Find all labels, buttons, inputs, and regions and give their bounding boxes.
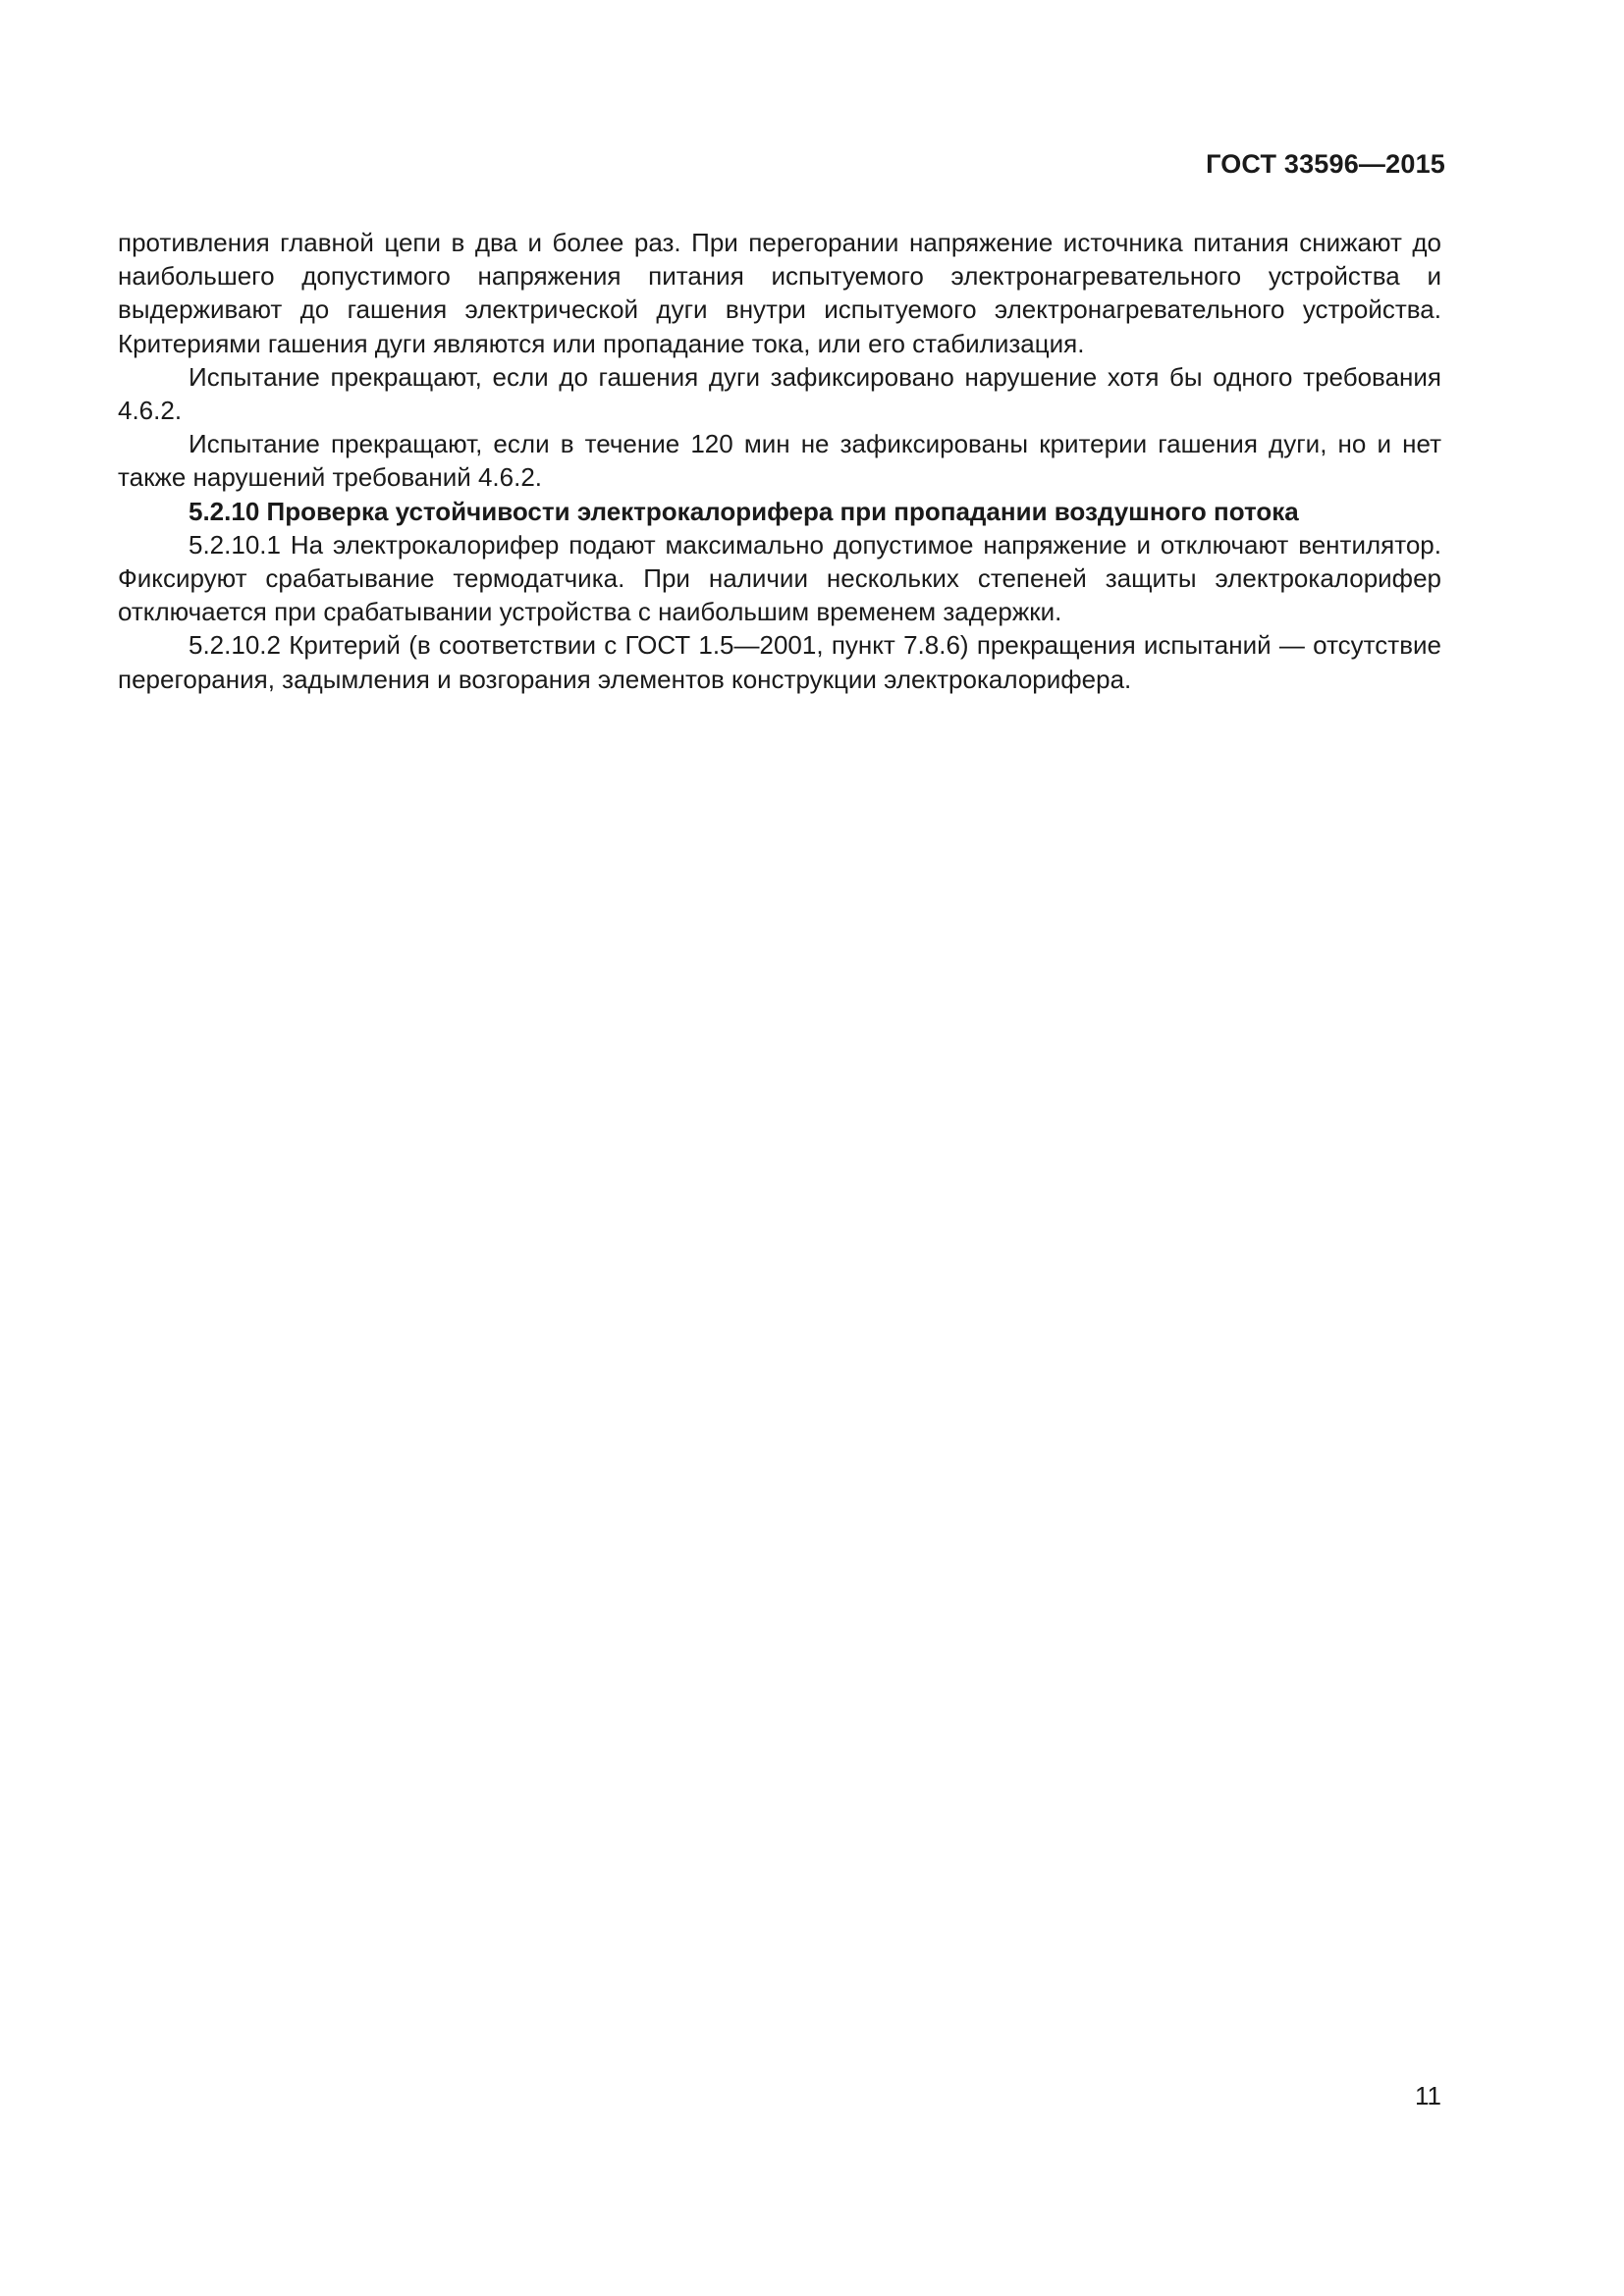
paragraph-5-2-10-1: 5.2.10.1 На электрокалорифер подают максимально допустимое напряжение и отключают вентилятор. Фиксируют срабатывание термодатчика. При наличии нескольких степеней защиты электрокалорифер отключается при срабатывании устройства с наибольшим временем задержки. [118,529,1441,627]
document-code: ГОСТ 33596—2015 [1206,149,1445,179]
paragraph-test-stop-timeout: Испытание прекращают, если в течение 120 мин не зафиксированы критерии гашения дуги, но и нет также нарушений требований 4.6.2. [118,429,1441,493]
paragraph-test-stop-violation: Испытание прекращают, если до гашения дуги зафиксировано нарушение хотя бы одного требования 4.6.2. [118,361,1441,426]
page-number: 11 [1415,2081,1441,2110]
section-heading-5-2-10: 5.2.10 Проверка устойчивости электрокалорифера при пропадании воздушного потока [189,496,1299,526]
document-body [118,226,1441,696]
paragraph-5-2-10-2: 5.2.10.2 Критерий (в соответствии с ГОСТ 1.5—2001, пункт 7.8.6) прекращения испытаний — отсутствие перегорания, задымления и возгорания элементов конструкции электрокалорифера. [118,630,1441,694]
paragraph-continuation: противления главной цепи в два и более раз. При перегорании напряжение источника питания снижают до наибольшего допустимого напряжения питания испытуемого электронагревательного устройства и выдерживают до гашения электрической дуги внутри испытуемого электронагревательного устройства. Критериями гашения дуги являются или пропадание тока, или его стабилизация. [118,228,1441,358]
